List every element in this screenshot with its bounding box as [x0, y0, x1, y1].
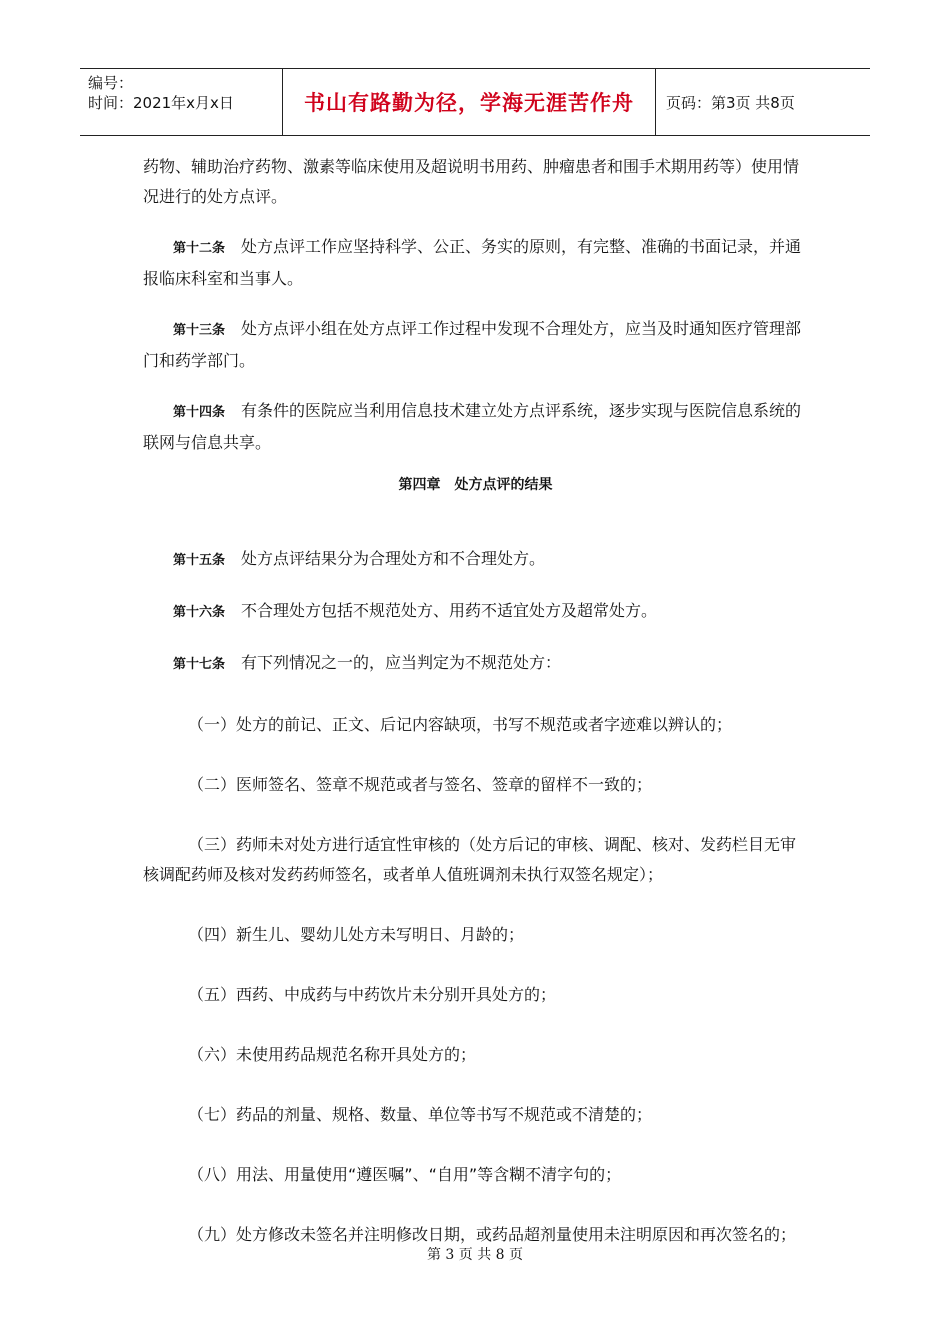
article-text: 处方点评小组在处方点评工作过程中发现不合理处方，应当及时通知医疗管理部门和药学部门。: [143, 319, 802, 370]
header-motto: 书山有路勤为径，学海无涯苦作舟: [282, 69, 656, 135]
article-tag: 第十五条: [173, 553, 226, 568]
list-item: （五）西药、中成药与中药饮片未分别开具处方的；: [188, 985, 557, 1004]
paragraph-continued: 药物、辅助治疗药物、激素等临床使用及超说明书用药、肿瘤患者和围手术期用药等）使用情况进行的处方点评。: [143, 157, 800, 206]
article-tag: 第十七条: [173, 657, 226, 672]
article-tag: 第十三条: [173, 323, 226, 338]
time-label: 时间：2021年x月x日: [88, 94, 234, 112]
article-text: 有条件的医院应当利用信息技术建立处方点评系统，逐步实现与医院信息系统的联网与信息共享。: [143, 401, 802, 452]
list-item: （一）处方的前记、正文、后记内容缺项，书写不规范或者字迹难以辨认的；: [188, 715, 733, 734]
page-footer: 第 3 页 共 8 页: [426, 1247, 524, 1263]
list-item: （九）处方修改未签名并注明修改日期，或药品超剂量使用未注明原因和再次签名的；: [188, 1225, 797, 1244]
article-12: [143, 232, 808, 294]
article-13: [143, 314, 808, 376]
list-item: （四）新生儿、婴幼儿处方未写明日、月龄的；: [188, 925, 525, 944]
list-item: （八）用法、用量使用“遵医嘱”、“自用”等含糊不清字句的；: [188, 1165, 622, 1184]
page-header: [80, 68, 870, 136]
article-16: [143, 596, 808, 628]
header-page-info: 页码：第3页 共8页: [666, 93, 795, 112]
article-text: 不合理处方包括不规范处方、用药不适宜处方及超常处方。: [241, 601, 658, 620]
article-tag: 第十二条: [173, 241, 226, 256]
article-text: 有下列情况之一的，应当判定为不规范处方：: [241, 653, 562, 672]
header-meta: [80, 69, 282, 135]
article-text: 处方点评结果分为合理处方和不合理处方。: [241, 549, 546, 568]
article-14: [143, 396, 808, 458]
document-body: [143, 152, 808, 1280]
list-item: （六）未使用药品规范名称开具处方的；: [188, 1045, 477, 1064]
list-item: （七）药品的剂量、规格、数量、单位等书写不规范或不清楚的；: [188, 1105, 653, 1124]
article-text: 处方点评工作应坚持科学、公正、务实的原则，有完整、准确的书面记录，并通报临床科室和当事人。: [143, 237, 802, 288]
article-tag: 第十六条: [173, 605, 226, 620]
list-item: （二）医师签名、签章不规范或者与签名、签章的留样不一致的；: [188, 775, 653, 794]
article-17: [143, 648, 808, 680]
article-15: [143, 544, 808, 576]
chapter-heading: 第四章 处方点评的结果: [398, 477, 553, 493]
article-tag: 第十四条: [173, 405, 226, 420]
number-label: 编号：: [88, 74, 134, 92]
list-item: （三）药师未对处方进行适宜性审核的（处方后记的审核、调配、核对、发药栏目无审核调配药师及核对发药药师签名，或者单人值班调剂未执行双签名规定）；: [143, 835, 797, 884]
